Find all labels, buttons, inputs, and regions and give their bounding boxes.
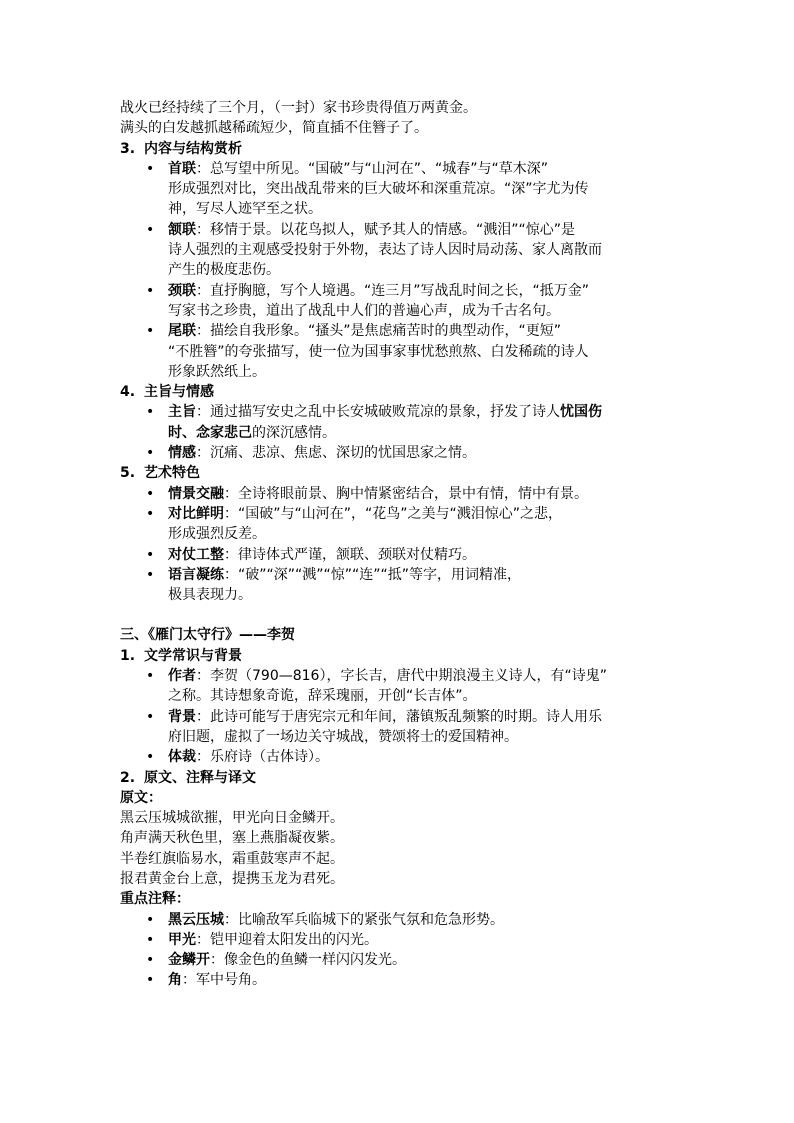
list-item: • 背景：此诗可能写于唐宪宗元和年间，藩镇叛乱频繁的时期。诗人用乐 府旧题，虚拟了一场边关守城战，赞颂将士的爱国精神。 (120, 707, 700, 748)
section-heading: 4. 主旨与情感 (120, 384, 214, 401)
list-item: • 对比鲜明：“国破”与“山河在”，“花鸟”之美与“溅泪惊心”之悲， 形成强烈反差。 (120, 504, 700, 545)
notes-label: 重点注释： (120, 891, 190, 908)
list-item: • 角：军中号角。 (120, 970, 700, 990)
list-item: • 作者：李贺（790—816），字长吉，唐代中期浪漫主义诗人，有“诗鬼” 之称。其诗想象奇诡，辞采瑰丽，开创“长吉体”。 (120, 666, 700, 707)
list-item: • 尾联：描绘自我形象。“搔头”是焦虑痛苦时的典型动作，“更短” “不胜簪”的夸张描写，使一位为国事家事忧愁煎熬、白发稀疏的诗人 形象跃然纸上。 (120, 321, 700, 382)
bullet-list (120, 402, 700, 463)
section-heading: 2. 原文、注释与译文 (120, 769, 256, 786)
list-item: • 主旨：通过描写安史之乱中长安城破败荒凉的景象，抒发了诗人忧国伤 时、念家悲己的深沉感情。 (120, 402, 700, 443)
section-heading: 1. 文学常识与背景 (120, 647, 242, 664)
poem-line: 报君黄金台上意，提携玉龙为君死。 (120, 870, 344, 887)
list-item: • 颔联：移情于景。以花鸟拟人，赋予其人的情感。“溅泪”“惊心”是 诗人强烈的主观感受投射于外物，表达了诗人因时局动荡、家人离散而 产生的极度悲伤。 (120, 220, 700, 281)
bullet-list (120, 484, 700, 606)
section-heading: 5. 艺术特色 (120, 465, 200, 482)
list-item: • 对仗工整：律诗体式严谨，颔联、颈联对仗精巧。 (120, 545, 700, 565)
list-item: • 体裁：乐府诗（古体诗）。 (120, 747, 700, 767)
bullet-list (120, 910, 700, 991)
list-item: • 语言凝练：“破”“深”“溅”“惊”“连”“抵”等字，用词精准， 极具表现力。 (120, 565, 700, 606)
original-text-label: 原文： (120, 789, 162, 806)
section-heading: 3. 内容与结构赏析 (120, 140, 242, 157)
bullet-list (120, 666, 700, 767)
poem-line: 黑云压城城欲摧，甲光向日金鳞开。 (120, 810, 344, 827)
list-item: • 金鳞开：像金色的鱼鳞一样闪闪发光。 (120, 950, 700, 970)
document-page (120, 98, 700, 991)
poem-line: 角声满天秋色里，塞上燕脂凝夜紫。 (120, 830, 344, 847)
part-heading: 三、《雁门太守行》——李贺 (120, 627, 295, 644)
text-line: 满头的白发越抓越稀疏短少，简直插不住簪子了。 (120, 120, 428, 137)
list-item: • 甲光：铠甲迎着太阳发出的闪光。 (120, 930, 700, 950)
spacer (120, 605, 700, 625)
list-item: • 情感：沉痛、悲凉、焦虑、深切的忧国思家之情。 (120, 443, 700, 463)
list-item: • 黑云压城：比喻敌军兵临城下的紧张气氛和危急形势。 (120, 910, 700, 930)
list-item: • 首联：总写望中所见。“国破”与“山河在”、“城春”与“草木深” 形成强烈对比，突出战乱带来的巨大破坏和深重荒凉。“深”字尤为传 神，写尽人迹罕至之状。 (120, 159, 700, 220)
poem-line: 半卷红旗临易水，霜重鼓寒声不起。 (120, 850, 344, 867)
list-item: • 颈联：直抒胸臆，写个人境遇。“连三月”写战乱时间之长，“抵万金” 写家书之珍贵，道出了战乱中人们的普遍心声，成为千古名句。 (120, 281, 700, 322)
bullet-list (120, 159, 700, 382)
text-line: 战火已经持续了三个月，（一封）家书珍贵得值万两黄金。 (120, 100, 477, 116)
list-item: • 情景交融：全诗将眼前景、胸中情紧密结合，景中有情，情中有景。 (120, 484, 700, 504)
